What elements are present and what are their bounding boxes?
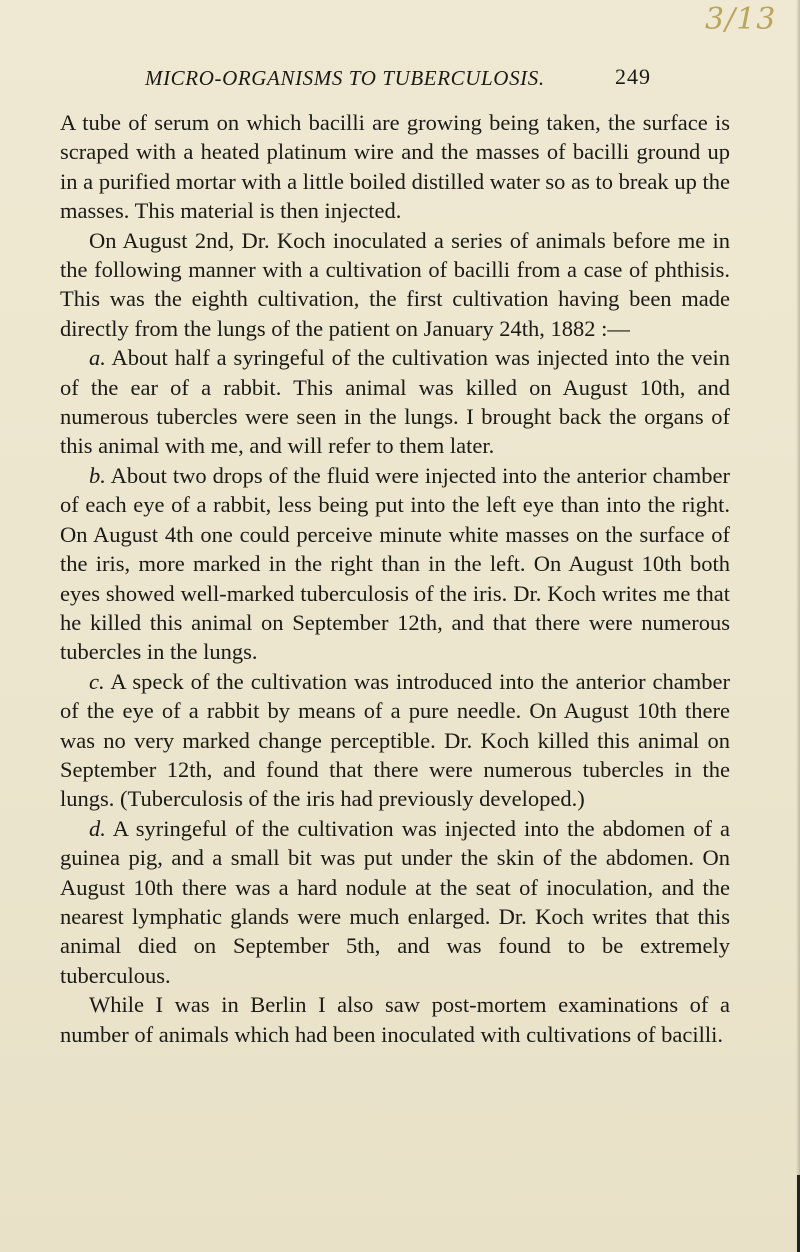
body-text [60,108,730,1049]
item-label: b. [89,462,106,488]
paragraph-text: On August 2nd, Dr. Koch inoculated a series of animals before me in the following manner with a cultivation of bacilli from a case of phthisis. This was the eighth cultivation, the first cultivation having been made directly from the lungs of the patient on January 24th, 1882 :— [60,227,730,341]
paragraph-intro [60,108,730,226]
paragraph-text: About two drops of the fluid were injected into the anterior chamber of each eye of a rabbit, less being put into the left eye than into the right. On August 4th one could perceive minute white masses on the surface of the iris, more marked in the right than in the left. On August 10th both eyes showed well-marked tuberculosis of the iris. Dr. Koch writes me that he killed this animal on September 12th, and that there were numerous tubercles in the lungs. [60,462,730,665]
item-label: d. [89,815,106,841]
running-header-title: MICRO-ORGANISMS TO TUBERCULOSIS. [145,66,545,90]
page-edge-shadow [796,0,800,1252]
paragraph-berlin [60,990,730,1049]
page-number: 249 [615,64,651,89]
handwritten-catalogue-mark: 3/13 [705,2,777,37]
paragraph-text: About half a syringeful of the cultivation was injected into the vein of the ear of a rabbit. This animal was killed on August 10th, and numerous tubercles were seen in the lungs. I brought back the organs of this animal with me, and will refer to them later. [60,345,730,459]
item-label: c. [89,668,105,694]
paragraph-item-a [60,343,730,461]
paragraph-item-d [60,814,730,990]
item-label: a. [89,345,106,371]
paragraph-item-b [60,461,730,667]
paragraph-text: A tube of serum on which bacilli are growing being taken, the surface is scraped with a heated platinum wire and the masses of bacilli ground up in a purified mortar with a little boiled distilled water so as to break up the masses. This material is then injected. [60,110,730,224]
paragraph-text: A syringeful of the cultivation was injected into the abdomen of a guinea pig, and a small bit was put under the skin of the abdomen. On August 10th there was a hard nodule at the seat of inoculation, and the nearest lymphatic glands were much enlarged. Dr. Koch writes that this animal died on September 5th, and was found to be extremely tuberculous. [60,815,730,988]
paragraph-august-2nd [60,226,730,344]
paragraph-item-c [60,667,730,814]
paragraph-text: While I was in Berlin I also saw post-mortem examinations of a number of animals which had been inoculated with cultivations of bacilli. [60,992,730,1047]
paragraph-text: A speck of the cultivation was introduced into the anterior chamber of the eye of a rabbit by means of a pure needle. On August 10th there was no very marked change perceptible. Dr. Koch killed this animal on September 12th, and found that there were numerous tubercles in the lungs. (Tuberculosis of the iris had previously developed.) [60,668,730,812]
